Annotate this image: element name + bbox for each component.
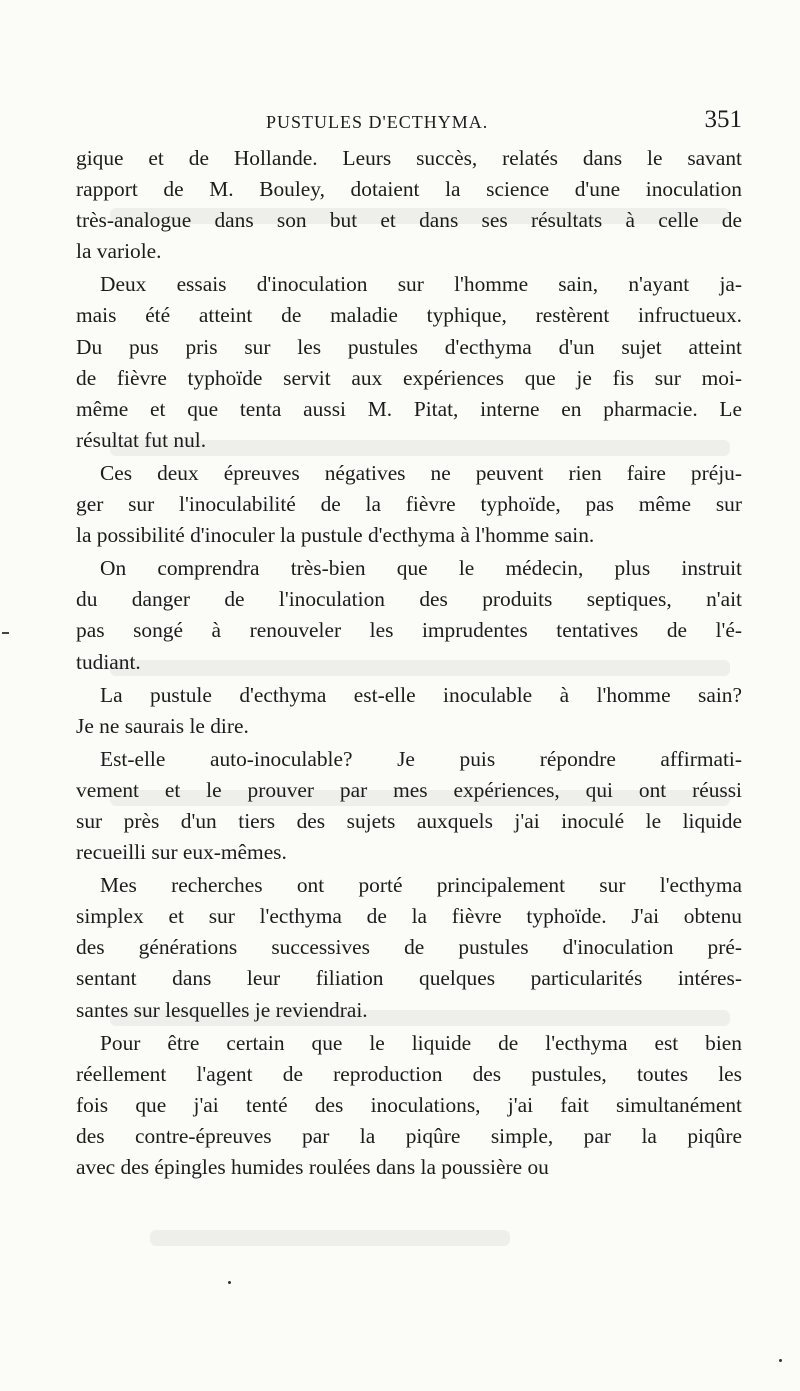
page-number: 351	[704, 106, 742, 133]
text-line: rapport de M. Bouley, dotaient la science d'une inoculation	[76, 177, 742, 202]
text-line: Du pus pris sur les pustules d'ecthyma d'un sujet atteint	[76, 334, 742, 359]
text-line: résultat fut nul.	[76, 427, 207, 452]
running-head	[76, 106, 742, 136]
text-line: des contre-épreuves par la piqûre simple, par la piqûre	[76, 1123, 742, 1148]
text-line: gique et de Hollande. Leurs succès, relatés dans le savant	[76, 146, 742, 170]
text-line: Ces deux épreuves négatives ne peuvent rien faire préju-	[100, 460, 742, 485]
paragraph	[76, 143, 742, 267]
text-line: vement et le prouver par mes expériences, qui ont réussi	[76, 777, 742, 802]
text-line: Mes recherches ont porté principalement sur l'ecthyma	[100, 873, 742, 898]
text-line: très-analogue dans son but et dans ses résultats à celle de	[76, 208, 742, 233]
text-line: mais été atteint de maladie typhique, restèrent infructueux.	[76, 303, 742, 328]
body-text	[76, 143, 742, 1183]
text-line: recueilli sur eux-mêmes.	[76, 840, 287, 865]
text-line: simplex et sur l'ecthyma de la fièvre typhoïde. J'ai obtenu	[76, 904, 742, 929]
text-line: avec des épingles humides roulées dans la poussière ou	[76, 1155, 549, 1179]
text-line: santes sur lesquelles je reviendrai.	[76, 997, 368, 1022]
paper-speck	[779, 1359, 782, 1362]
text-line: sentant dans leur filiation quelques particularités intéres-	[76, 966, 742, 991]
text-line: même et que tenta aussi M. Pitat, interne en pharmacie. Le	[76, 396, 742, 421]
text-line: On comprendra très-bien que le médecin, plus instruit	[100, 556, 742, 581]
text-line: Pour être certain que le liquide de l'ecthyma est bien	[100, 1030, 742, 1055]
text-line: réellement l'agent de reproduction des pustules, toutes les	[76, 1061, 742, 1086]
paragraph	[76, 680, 742, 742]
text-line: Deux essais d'inoculation sur l'homme sain, n'ayant ja-	[100, 272, 742, 297]
text-line: de fièvre typhoïde servit aux expériences que je fis sur moi-	[76, 365, 742, 390]
paragraph	[76, 870, 742, 1025]
text-line: Je ne saurais le dire.	[76, 713, 249, 738]
text-line: la possibilité d'inoculer la pustule d'ecthyma à l'homme sain.	[76, 523, 595, 548]
text-line: la variole.	[76, 239, 162, 264]
paragraph	[76, 269, 742, 456]
paragraph	[76, 744, 742, 868]
margin-mark	[2, 632, 9, 634]
text-line: La pustule d'ecthyma est-elle inoculable à l'homme sain?	[100, 682, 742, 707]
text-line: pas songé à renouveler les imprudentes tentatives de l'é-	[76, 618, 742, 643]
paper-speck	[228, 1281, 231, 1284]
show-through-mark	[150, 1230, 510, 1246]
paragraph	[76, 1028, 742, 1183]
text-line: du danger de l'inoculation des produits septiques, n'ait	[76, 587, 742, 612]
text-line: fois que j'ai tenté des inoculations, j'ai fait simultanément	[76, 1092, 742, 1117]
running-title: PUSTULES D'ECTHYMA.	[266, 112, 489, 132]
text-line: ger sur l'inoculabilité de la fièvre typhoïde, pas même sur	[76, 492, 742, 517]
text-line: tudiant.	[76, 649, 141, 674]
text-line: Est-elle auto-inoculable? Je puis répondre affirmati-	[100, 746, 742, 771]
text-line: sur près d'un tiers des sujets auxquels j'ai inoculé le liquide	[76, 808, 742, 833]
paragraph	[76, 458, 742, 551]
paragraph	[76, 553, 742, 677]
text-line: des générations successives de pustules d'inoculation pré-	[76, 935, 742, 960]
